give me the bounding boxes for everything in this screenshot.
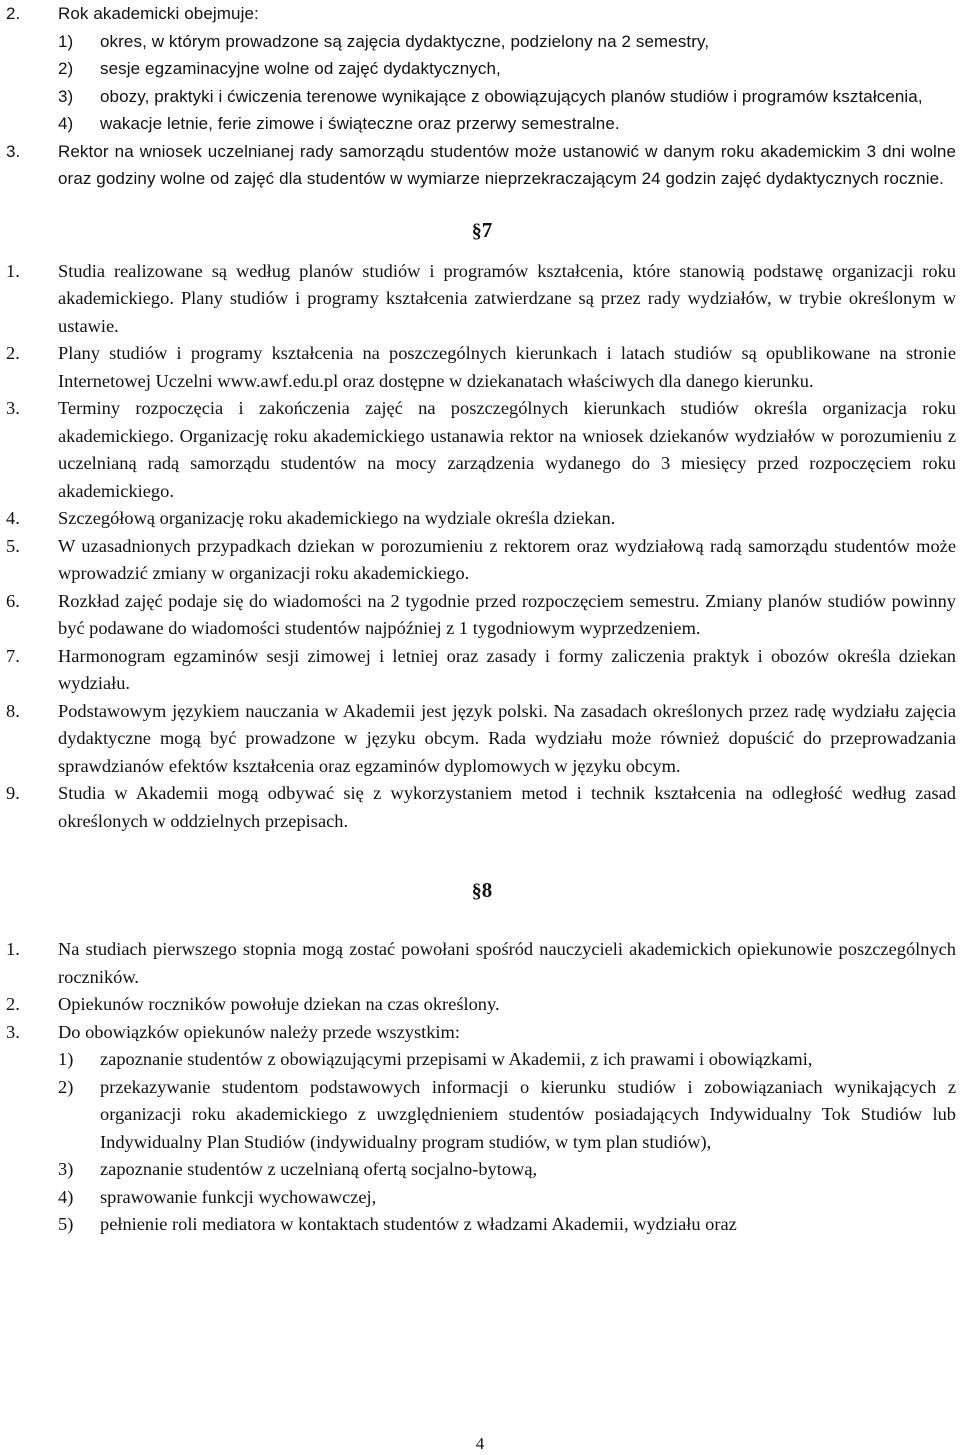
sub-item-text: pełnienie roli mediatora w kontaktach studentów z władzami Akademii, wydziału oraz (100, 1214, 737, 1234)
list-item (0, 936, 960, 991)
item-number: 3. (6, 398, 20, 418)
item-number: 6. (6, 590, 20, 611)
list-item (0, 533, 960, 588)
sub-list-item (0, 1074, 960, 1157)
section-number: 8 (481, 878, 493, 902)
item-text: Studia realizowane są według planów studiów i programów kształcenia, które stanowią podstawę organizacji roku akademickiego. Plany studiów i programy kształcenia zatwierdzane są przez rady wydziałów, w trybie określonym w ustawie. (58, 260, 956, 336)
sub-list-item (0, 83, 960, 111)
section-6-continuation (0, 0, 960, 193)
item-number: 7. (6, 645, 20, 666)
sub-item-text: wakacje letnie, ferie zimowe i świąteczne oraz przerwy semestralne. (100, 114, 620, 133)
item-text: Podstawowym językiem nauczania w Akademii jest język polski. Na zasadach określonych przez radę wydziału zajęcia dydaktyczne mogą być prowadzone w języku obcym. Rada wydziału może również dopuścić do przeprowadzania sprawdzianów efektów kształcenia oraz egzaminów dyplomowych w języku obcym. (58, 700, 956, 776)
sub-item-number: 1) (58, 31, 74, 51)
item-text: Terminy rozpoczęcia i zakończenia zajęć na poszczególnych kierunkach studiów określa organizacja roku akademickiego. Organizację roku akademickiego ustanawia rektor na wniosek dziekanów wydziałów w porozumieniu z uczelnianą radą samorządu studentów na mocy zarządzenia wydanego do 3 miesięcy przed rozpoczęciem roku akademickiego. (58, 398, 956, 501)
list-item (0, 258, 960, 341)
list-item (0, 588, 960, 643)
sub-item-number: 5) (58, 1214, 74, 1234)
item-number: 5. (6, 535, 20, 556)
item-text: Rozkład zajęć podaje się do wiadomości na 2 tygodnie przed rozpoczęciem semestru. Zmiany planów studiów powinny być podawane do wiadomości studentów najpóźniej z 1 tygodniowym wyprzedzeniem. (58, 590, 956, 638)
list-item (0, 780, 960, 835)
sub-item-number: 4) (58, 114, 74, 133)
section-symbol: § (471, 219, 482, 242)
sub-item-text: sesje egzaminacyjne wolne od zajęć dydaktycznych, (100, 59, 501, 78)
item-text: Rektor na wniosek uczelnianej rady samorządu studentów może ustanowić w danym roku akademickim 3 dni wolne oraz godziny wolne od zajęć dla studentów w wymiarze nieprzekraczającym 24 godzin zajęć dydaktycznych rocznie. (58, 141, 956, 188)
item-text: Rok akademicki obejmuje: (58, 4, 259, 23)
item-number: 8. (6, 700, 20, 721)
list-item (0, 0, 960, 28)
section-symbol: § (471, 880, 482, 902)
sub-list-item (0, 55, 960, 83)
section-7-list (0, 258, 960, 836)
item-number: 1. (6, 260, 20, 281)
section-heading (0, 217, 960, 245)
item-text: Studia w Akademii mogą odbywać się z wykorzystaniem metod i technik kształcenia na odległość według zasad określonych w oddzielnych przepisach. (58, 783, 956, 831)
list-item (0, 991, 960, 1019)
item-number: 2. (6, 343, 20, 363)
sub-item-text: zapoznanie studentów z uczelnianą ofertą socjalno-bytową, (100, 1159, 538, 1179)
list-item (0, 505, 960, 533)
sub-item-text: przekazywanie studentom podstawowych informacji o kierunku studiów i zobowiązaniach wynikających z organizacji roku akademickiego z uwzględnieniem studentów posiadających Indywidualny Tok Studiów lub Indywidualny Plan Studiów (indywidualny program studiów, w tym plan studiów), (100, 1076, 956, 1152)
sub-list-item (0, 28, 960, 56)
item-number: 9. (6, 783, 20, 803)
item-number: 2. (6, 994, 20, 1014)
item-text: Na studiach pierwszego stopnia mogą zostać powołani spośród nauczycieli akademickich opiekunowie poszczególnych roczników. (58, 939, 956, 987)
sub-list-item (0, 1046, 960, 1074)
section-number: 7 (481, 217, 493, 242)
sub-item-number: 3) (58, 86, 74, 106)
item-text: Plany studiów i programy kształcenia na poszczególnych kierunkach i latach studiów są opublikowane na stronie Internetowej Uczelni www.awf.edu.pl oraz dostępne w dziekanatach właściwych dla danego kierunku. (58, 343, 956, 391)
sub-item-text: zapoznanie studentów z obowiązującymi przepisami w Akademii, z ich prawami i obowiązkami, (100, 1049, 813, 1069)
item-text: Harmonogram egzaminów sesji zimowej i letniej oraz zasady i formy zaliczenia praktyk i obozów określa dziekan wydziału. (58, 645, 956, 693)
list-item (0, 643, 960, 698)
item-number: 3. (6, 1021, 20, 1042)
item-text: Do obowiązków opiekunów należy przede wszystkim: (58, 1021, 460, 1042)
sub-list-item (0, 1211, 960, 1239)
sub-item-number: 4) (58, 1186, 74, 1207)
sub-item-text: obozy, praktyki i ćwiczenia terenowe wynikające z obowiązujących planów studiów i programów kształcenia, (100, 86, 923, 106)
sub-item-text: sprawowanie funkcji wychowawczej, (100, 1186, 377, 1207)
item-number: 4. (6, 508, 20, 528)
item-number: 3. (6, 141, 21, 161)
list-item (0, 340, 960, 395)
sub-item-number: 2) (58, 59, 74, 78)
sub-item-number: 2) (58, 1076, 74, 1097)
item-text: Szczegółową organizację roku akademickiego na wydziale określa dziekan. (58, 508, 616, 528)
item-number: 2. (6, 4, 21, 23)
sub-list-item (0, 1156, 960, 1184)
list-item (0, 395, 960, 505)
item-number: 1. (6, 939, 20, 959)
item-text: Opiekunów roczników powołuje dziekan na czas określony. (58, 994, 500, 1014)
sub-item-text: okres, w którym prowadzone są zajęcia dydaktyczne, podzielony na 2 semestry, (100, 31, 710, 51)
list-item (0, 1019, 960, 1047)
item-text: W uzasadnionych przypadkach dziekan w porozumieniu z rektorem oraz wydziałową radą samorządu studentów może wprowadzić zmiany w organizacji roku akademickiego. (58, 535, 956, 583)
sub-item-number: 1) (58, 1049, 74, 1069)
sub-item-number: 3) (58, 1159, 74, 1179)
list-item (0, 698, 960, 781)
sub-list-item (0, 110, 960, 138)
section-8-list (0, 936, 960, 1239)
sub-list-item (0, 1184, 960, 1212)
section-heading (0, 877, 960, 905)
list-item (0, 138, 960, 193)
page-number: 4 (475, 1434, 485, 1453)
